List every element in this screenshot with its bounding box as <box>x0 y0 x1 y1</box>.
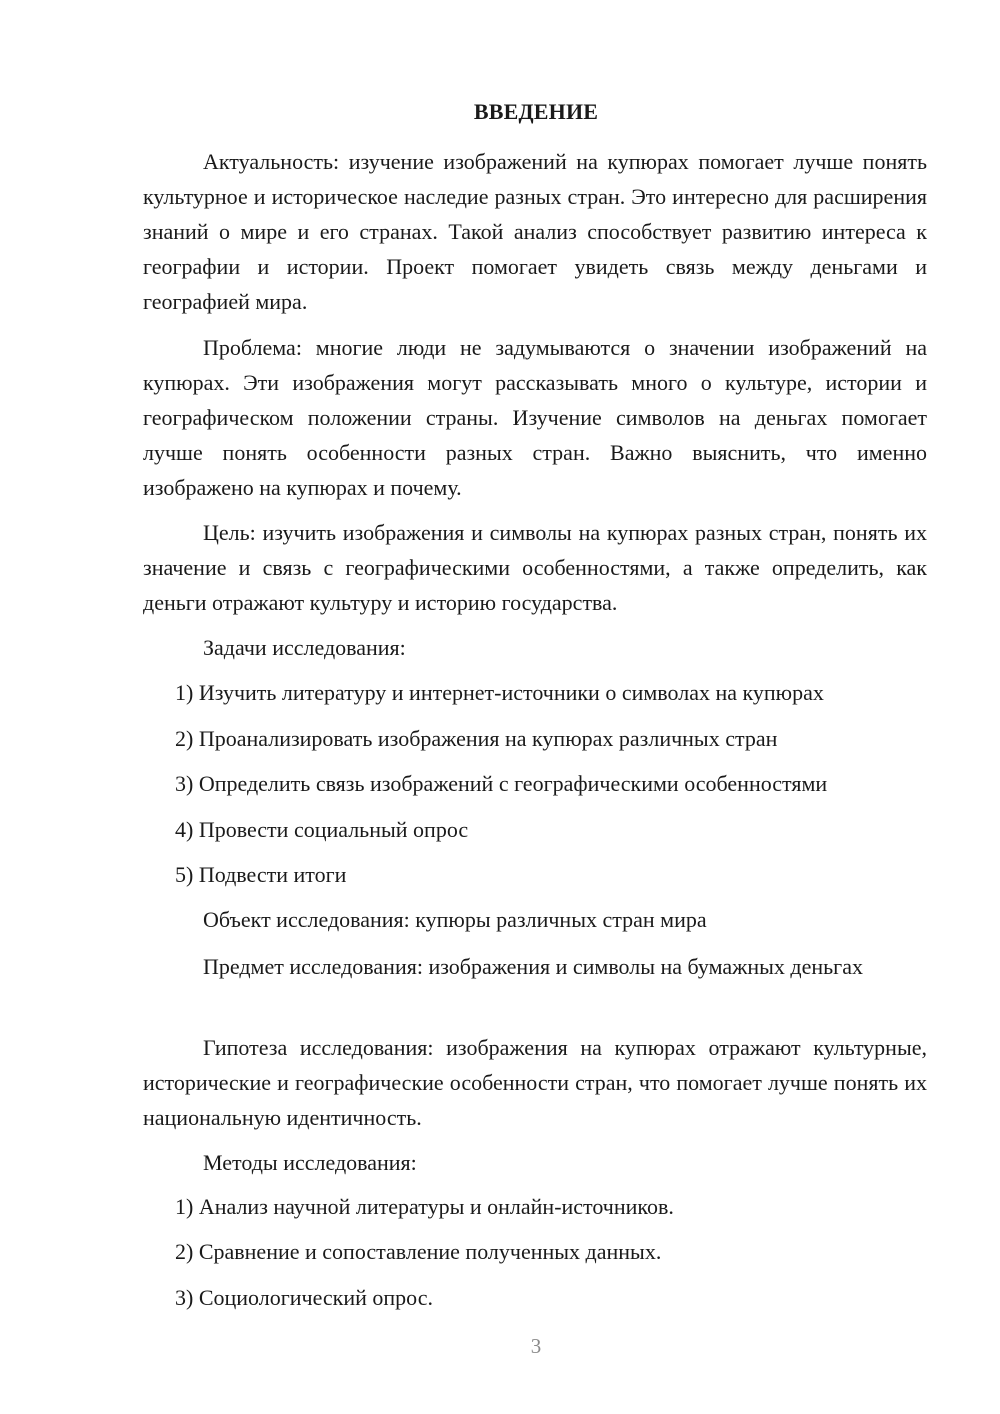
methods-heading: Методы исследования: <box>203 1150 417 1175</box>
tasks-heading: Задачи исследования: <box>203 635 406 660</box>
task-item: 5) Подвести итоги <box>175 862 347 887</box>
method-item: 1) Анализ научной литературы и онлайн-источников. <box>175 1194 674 1219</box>
task-item: 2) Проанализировать изображения на купюрах различных стран <box>175 726 778 751</box>
task-item: 1) Изучить литературу и интернет-источники о символах на купюрах <box>175 680 824 705</box>
page-number: 3 <box>530 1334 542 1358</box>
subject-paragraph: Предмет исследования: изображения и символы на бумажных деньгах <box>203 954 863 979</box>
page-title: ВВЕДЕНИЕ <box>473 99 599 124</box>
problem-paragraph: Проблема: многие люди не задумываются о значении изображений на купюрах. Эти изображения могут рассказывать много о культуре, истории и географическом положении страны. Изучение символов на деньгах помогает лучше понять особенности разных стран. Важно выяснить, что именно изображено на купюрах и почему. <box>143 335 927 500</box>
hypothesis-paragraph: Гипотеза исследования: изображения на купюрах отражают культурные, исторические и географические особенности стран, что помогает лучше понять их национальную идентичность. <box>143 1035 927 1130</box>
method-item: 3) Социологический опрос. <box>175 1285 433 1310</box>
goal-paragraph: Цель: изучить изображения и символы на купюрах разных стран, понять их значение и связь с географическими особенностями, а также определить, как деньги отражают культуру и историю государства. <box>143 520 927 615</box>
task-item: 3) Определить связь изображений с географическими особенностями <box>175 771 828 796</box>
object-line: Объект исследования: купюры различных стран мира <box>203 907 707 932</box>
task-item: 4) Провести социальный опрос <box>175 817 469 842</box>
relevance-paragraph: Актуальность: изучение изображений на купюрах помогает лучше понять культурное и историческое наследие разных стран. Это интересно для расширения знаний о мире и его странах. Такой анализ способствует развитию интереса к географии и истории. Проект помогает увидеть связь между деньгами и географией мира. <box>143 149 927 314</box>
method-item: 2) Сравнение и сопоставление полученных данных. <box>175 1239 662 1264</box>
